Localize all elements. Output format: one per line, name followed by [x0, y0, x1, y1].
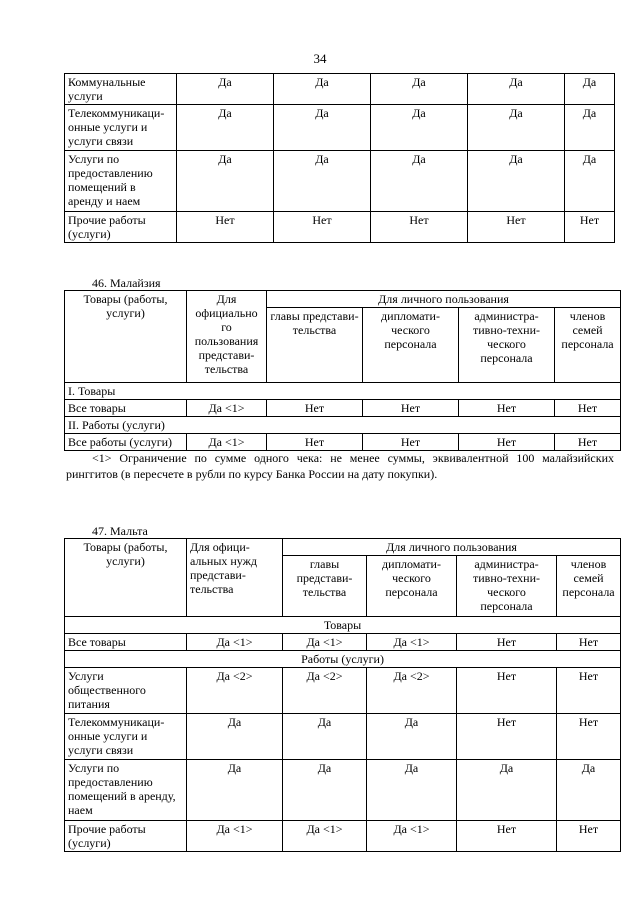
section-title-malta: 47. Мальта: [92, 524, 148, 538]
header-goods: Товары (работы, услуги): [65, 539, 187, 617]
cell-value: Нет: [363, 400, 459, 417]
header-family: членов семей персонала: [555, 308, 621, 383]
cell-value: Нет: [459, 400, 555, 417]
header-goods: Товары (работы, услуги): [65, 291, 187, 383]
section-row: [65, 617, 621, 634]
cell-value: Да: [177, 74, 274, 105]
header-row: [65, 291, 621, 308]
cell-value: Нет: [557, 668, 621, 714]
section-works: Работы (услуги): [65, 651, 621, 668]
cell-value: Да: [371, 105, 468, 151]
cell-value: Да: [565, 74, 615, 105]
cell-value: Да: [468, 74, 565, 105]
cell-value: Да: [367, 714, 457, 760]
cell-value: Нет: [177, 212, 274, 243]
row-label: Все товары: [65, 634, 187, 651]
row-label: Услуги общественного питания: [65, 668, 187, 714]
row-label: Телекоммуникаци-онные услуги и услуги связи: [65, 714, 187, 760]
cell-value: Нет: [457, 821, 557, 852]
cell-value: Нет: [274, 212, 371, 243]
cell-value: Да: [557, 760, 621, 821]
section-goods: Товары: [65, 617, 621, 634]
section-works: II. Работы (услуги): [65, 417, 621, 434]
cell-value: Да: [565, 105, 615, 151]
header-heads: главы представи-тельства: [283, 556, 367, 617]
row-label: Все работы (услуги): [65, 434, 187, 451]
table-row: [65, 634, 621, 651]
header-official: Для официально го пользования представи-тельства: [187, 291, 267, 383]
table-row: [65, 74, 615, 105]
cell-value: Нет: [363, 434, 459, 451]
row-label: Услуги по предоставлению помещений в аренду и наем: [65, 151, 177, 212]
cell-value: Да: [283, 760, 367, 821]
row-label: Прочие работы (услуги): [65, 212, 177, 243]
cell-value: Да: [274, 105, 371, 151]
cell-value: Да: [187, 714, 283, 760]
row-label: Телекоммуникаци-онные услуги и услуги связи: [65, 105, 177, 151]
cell-value: Да <1>: [367, 821, 457, 852]
page-number: 34: [313, 51, 327, 66]
cell-value: Нет: [457, 668, 557, 714]
header-heads: главы представи-тельства: [267, 308, 363, 383]
cell-value: Да: [371, 151, 468, 212]
header-admin: администра-тивно-техни-ческого персонала: [459, 308, 555, 383]
footnote-malaysia: <1> Ограничение по сумме одного чека: не менее суммы, эквивалентной 100 малайзийских ринггитов (в пересчете в рубли по курсу Банка России на дату покупки).: [66, 451, 614, 481]
cell-value: Нет: [557, 821, 621, 852]
cell-value: Да <2>: [367, 668, 457, 714]
cell-value: Да <1>: [187, 434, 267, 451]
cell-value: Да: [187, 760, 283, 821]
cell-value: Да <2>: [187, 668, 283, 714]
row-label: Все товары: [65, 400, 187, 417]
cell-value: Да <1>: [367, 634, 457, 651]
cell-value: Нет: [371, 212, 468, 243]
table-row: [65, 151, 615, 212]
cell-value: Да: [177, 151, 274, 212]
header-admin: администра-тивно-техни-ческого персонала: [457, 556, 557, 617]
row-label: Услуги по предоставлению помещений в аренду, наем: [65, 760, 187, 821]
table-row: [65, 212, 615, 243]
table-malta: [64, 538, 621, 852]
cell-value: Нет: [565, 212, 615, 243]
section-row: [65, 383, 621, 400]
table-row: [65, 400, 621, 417]
cell-value: Да: [468, 105, 565, 151]
row-label: Прочие работы (услуги): [65, 821, 187, 852]
cell-value: Нет: [457, 634, 557, 651]
cell-value: Нет: [555, 434, 621, 451]
cell-value: Да: [371, 74, 468, 105]
section-row: [65, 651, 621, 668]
header-diplomatic: дипломати-ческого персонала: [363, 308, 459, 383]
table-row: [65, 668, 621, 714]
cell-value: Нет: [267, 434, 363, 451]
row-label: Коммунальные услуги: [65, 74, 177, 105]
cell-value: Да: [367, 760, 457, 821]
table-row: [65, 105, 615, 151]
table-row: [65, 714, 621, 760]
cell-value: Нет: [459, 434, 555, 451]
table-malaysia: [64, 290, 621, 451]
cell-value: Да: [177, 105, 274, 151]
cell-value: Да: [274, 151, 371, 212]
cell-value: Да <1>: [187, 400, 267, 417]
header-diplomatic: дипломати-ческого персонала: [367, 556, 457, 617]
table-continuation: [64, 73, 615, 243]
cell-value: Да <1>: [187, 821, 283, 852]
cell-value: Нет: [457, 714, 557, 760]
table-row: [65, 760, 621, 821]
section-title-malaysia: 46. Малайзия: [92, 276, 161, 290]
header-official: Для офици-альных нужд представи-тельства: [187, 539, 283, 617]
section-row: [65, 417, 621, 434]
cell-value: Да: [565, 151, 615, 212]
cell-value: Нет: [557, 714, 621, 760]
cell-value: Да <1>: [283, 634, 367, 651]
header-family: членов семей персонала: [557, 556, 621, 617]
table-row: [65, 821, 621, 852]
cell-value: Нет: [267, 400, 363, 417]
cell-value: Да: [457, 760, 557, 821]
cell-value: Да <1>: [187, 634, 283, 651]
cell-value: Нет: [468, 212, 565, 243]
header-personal: Для личного пользования: [283, 539, 621, 556]
cell-value: Да: [468, 151, 565, 212]
section-goods: I. Товары: [65, 383, 621, 400]
cell-value: Нет: [557, 634, 621, 651]
cell-value: Да: [274, 74, 371, 105]
cell-value: Нет: [555, 400, 621, 417]
cell-value: Да <2>: [283, 668, 367, 714]
cell-value: Да: [283, 714, 367, 760]
table-row: [65, 434, 621, 451]
header-row: [65, 539, 621, 556]
header-personal: Для личного пользования: [267, 291, 621, 308]
cell-value: Да <1>: [283, 821, 367, 852]
